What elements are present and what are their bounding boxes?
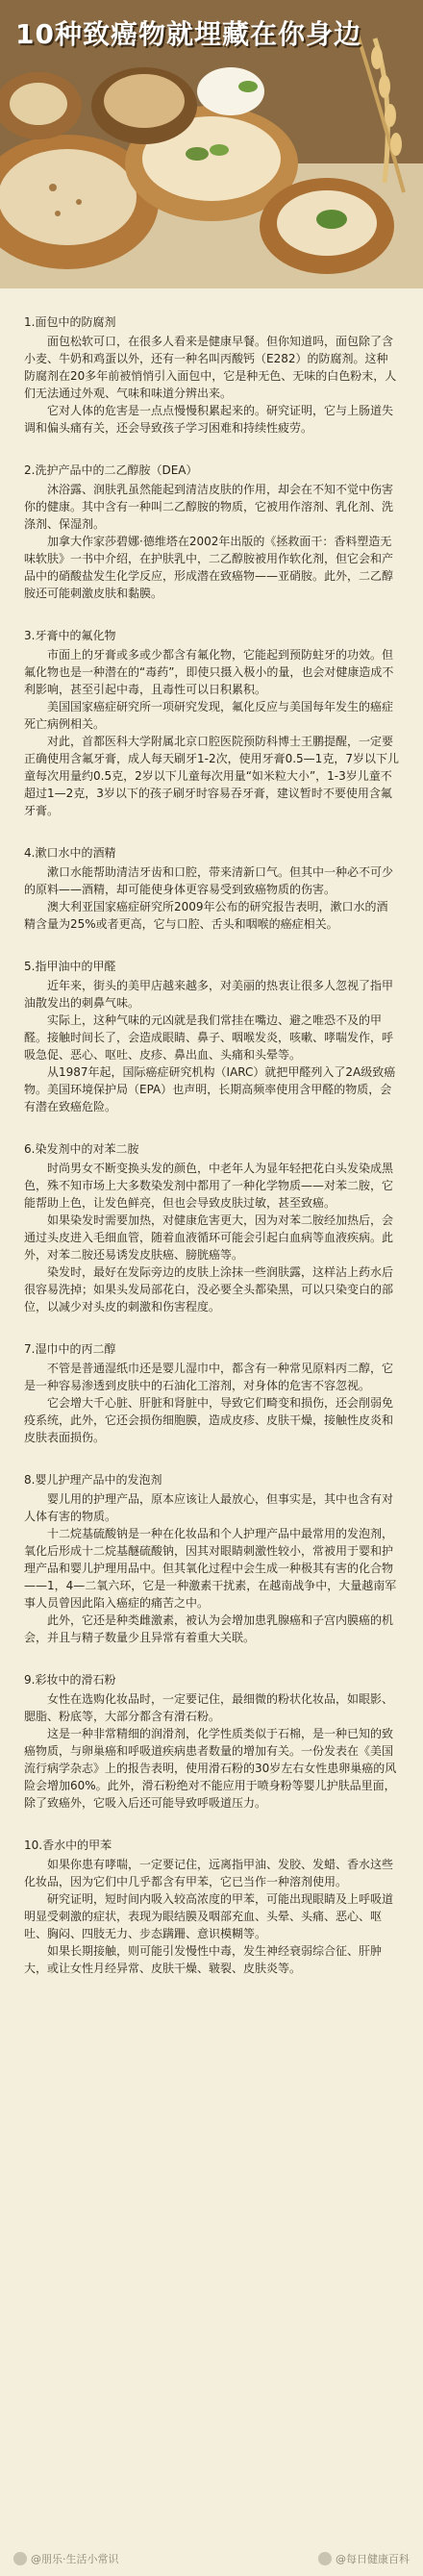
article-section bbox=[24, 1471, 399, 1646]
section-paragraph: 对此，首都医科大学附属北京口腔医院预防科博士王鹏提醒，一定要正确使用含氟牙膏，成人每天刷牙1-2次，使用牙膏0.5—1克，7岁以下儿童每次用量约0.5克，2岁以下儿童每次用量“如米粒大小”，1-3岁儿童不超过1—2克，3岁以下的孩子刷牙时容易吞牙膏，建议暂时不要使用含氟牙膏。 bbox=[24, 735, 399, 817]
article-body bbox=[24, 288, 399, 1977]
article-section bbox=[24, 844, 399, 933]
hero-banner bbox=[0, 0, 423, 288]
section-paragraph: 女性在选购化妆品时，一定要记住，最细微的粉状化妆品，如眼影、腮脂、粉底等，大部分都含有滑石粉。 bbox=[24, 1692, 394, 1723]
section-paragraph: 美国国家癌症研究所一项研究发现，氟化反应与美国每年发生的癌症死亡病例相关。 bbox=[24, 700, 394, 731]
section-paragraph: 实际上，这种气味的元凶就是我们常挂在嘴边、避之唯恐不及的甲醛。接触时间长了，会造成眼睛、鼻子、咽喉发炎，咳嗽、哮喘发作，呼吸急促、恶心、呕吐、皮疹、鼻出血、头痛和头晕等。 bbox=[24, 1013, 394, 1062]
section-heading: 6.染发剂中的对苯二胺 bbox=[24, 1142, 139, 1156]
section-paragraph: 婴儿用的护理产品，原本应该让人最放心，但事实是，其中也含有对人体有害的物质。 bbox=[24, 1492, 394, 1523]
section-paragraph: 它会增大千心脏、肝脏和肾脏中，导致它们畸变和损伤，还会削弱免疫系统，此外，它还会损伤细胞膜，造成皮疹、皮肤干燥，接触性皮炎和皮肤表面损伤。 bbox=[24, 1396, 394, 1444]
section-heading: 2.洗护产品中的二乙醇胺（DEA） bbox=[24, 463, 198, 477]
weibo-icon bbox=[318, 2552, 332, 2565]
section-heading: 10.香水中的甲苯 bbox=[24, 1838, 112, 1852]
section-paragraph: 从1987年起，国际癌症研究机构（IARC）就把甲醛列入了2A级致癌物。美国环境保护局（EPA）也声明，长期高频率使用含甲醛的物质，会有潜在致癌危险。 bbox=[24, 1065, 396, 1113]
article-section bbox=[24, 313, 399, 437]
section-paragraph: 研究证明，短时间内吸入较高浓度的甲苯，可能出现眼睛及上呼吸道明显受刺激的症状，表现为眼结膜及咽部充血、头晕、头痛、恶心、呕吐、胸闷、四肢无力、步态蹒跚、意识模糊等。 bbox=[24, 1892, 394, 1940]
section-paragraph: 漱口水能帮助清洁牙齿和口腔，带来清新口气。但其中一种必不可少的原料——酒精，却可能使身体更容易受到致癌物质的伤害。 bbox=[24, 865, 394, 896]
article-section bbox=[24, 462, 399, 602]
article-section bbox=[24, 1340, 399, 1446]
section-paragraph: 不管是普通湿纸巾还是婴儿湿巾中，都含有一种常见原料丙二醇，它是一种容易渗透到皮肤中的石油化工溶剂，对身体的危害不容忽视。 bbox=[24, 1362, 394, 1392]
weibo-icon bbox=[13, 2552, 27, 2565]
article-section bbox=[24, 1837, 399, 1977]
section-paragraph: 十二烷基硫酸钠是一种在化妆品和个人护理产品中最常用的发泡剂，氧化后形成十二烷基醚硫酸钠，因其对眼睛刺激性较小，常被用于婴和护理产品和婴儿护理用品中。但其氧化过程中会生成一种极其有害的化合物——1，4—二氧六环，它是一种激素干扰素，在越南战争中，大量越南军事人员曾因此陷入癌症的痛苦之中。 bbox=[24, 1527, 397, 1610]
section-heading: 7.湿巾中的丙二醇 bbox=[24, 1342, 116, 1356]
watermark-left bbox=[13, 2551, 119, 2566]
section-paragraph: 面包松软可口，在很多人看来是健康早餐。但你知道吗，面包除了含小麦、牛奶和鸡蛋以外，还有一种名叫丙酸钙（E282）的防腐剂。这种防腐剂在20多年前被悄悄引入面包中，它是种无色、无味的白色粉末，人们无法通过外观、气味和味道分辨出来。 bbox=[24, 335, 397, 400]
section-heading: 8.婴儿护理产品中的发泡剂 bbox=[24, 1473, 162, 1487]
section-paragraph: 如果长期接触，则可能引发慢性中毒，发生神经衰弱综合征、肝肿大，或让女性月经异常、皮肤干燥、皲裂、皮肤炎等。 bbox=[24, 1944, 383, 1975]
watermark-right bbox=[318, 2551, 410, 2566]
section-paragraph: 此外，它还是种类雌激素，被认为会增加患乳腺癌和子宫内膜癌的机会，并且与精子数量少且异常有着重大关联。 bbox=[24, 1613, 394, 1644]
section-paragraph: 加拿大作家莎碧娜·德维塔在2002年出版的《拯救面干：香料塑造无味软肤》一书中介绍，在护肤乳中，二乙醇胺被用作软化剂，但它会和产品中的硝酸盐发生化学反应，形成潜在致癌物——亚硝胺。此外，二乙醇胺还可能刺激皮肤和黏膜。 bbox=[24, 535, 394, 600]
page-title: 10种致癌物就埋藏在你身边 bbox=[15, 18, 361, 50]
section-heading: 1.面包中的防腐剂 bbox=[24, 315, 116, 329]
watermark-left-text: @朋乐·生活小常识 bbox=[31, 2553, 119, 2565]
section-paragraph: 这是一种非常精细的润滑剂，化学性质类似于石棉，是一种已知的致癌物质，与卵巢癌和呼吸道疾病患者数量的增加有关。一份发表在《美国流行病学杂志》上的报告表明，使用滑石粉的30岁左右女性患卵巢癌的风险会增加60%。此外，滑石粉绝对不能应用于喷身粉等婴儿护肤品里面，除了致癌外，它吸入后还可能导致呼吸道压力。 bbox=[24, 1727, 397, 1810]
article-section bbox=[24, 627, 399, 819]
section-paragraph: 染发时，最好在发际旁边的皮肤上涂抹一些润肤露，这样沾上药水后很容易洗掉；如果头发局部花白，没必要全头都染黑，可以只染变白的部位，以减少对头皮的刺激和伤害程度。 bbox=[24, 1265, 394, 1313]
section-heading: 3.牙膏中的氟化物 bbox=[24, 629, 116, 642]
section-heading: 4.漱口水中的酒精 bbox=[24, 846, 116, 860]
section-paragraph: 如果染发时需要加热，对健康危害更大，因为对苯二胺经加热后，会通过头皮进入毛细血管，随着血液循环可能会引起白血病等血液疾病。此外，对苯二胺还易诱发皮肤癌、膀胱癌等。 bbox=[24, 1213, 394, 1262]
article-section bbox=[24, 958, 399, 1115]
section-paragraph: 它对人体的危害是一点点慢慢积累起来的。研究证明，它与上肠道失调和偏头痛有关，还会导致孩子学习困难和持续性疲劳。 bbox=[24, 404, 394, 435]
section-heading: 9.彩妆中的滑石粉 bbox=[24, 1673, 116, 1687]
section-paragraph: 沐浴露、润肤乳虽然能起到清洁皮肤的作用，却会在不知不觉中伤害你的健康。其中含有一种叫二乙醇胺的物质，它被用作溶剂、乳化剂、洗涤剂、保湿剂。 bbox=[24, 483, 394, 531]
section-paragraph: 市面上的牙膏或多或少都含有氟化物，它能起到预防蛀牙的功效。但氟化物也是一种潜在的“毒药”，即使只摄入极小的量，也会对健康造成不利影响，甚至引起中毒，且毒性可以日积累积。 bbox=[24, 648, 394, 696]
article-section bbox=[24, 1671, 399, 1812]
section-paragraph: 如果你患有哮喘，一定要记住，远离指甲油、发胶、发蜡、香水这些化妆品，因为它们中几乎都含有甲苯，它已当作一种溶剂使用。 bbox=[24, 1858, 394, 1888]
footer-watermarks bbox=[0, 2541, 423, 2576]
article-section bbox=[24, 1140, 399, 1315]
watermark-right-text: @每日健康百科 bbox=[336, 2553, 410, 2565]
section-heading: 5.指甲油中的甲醛 bbox=[24, 960, 116, 973]
section-paragraph: 澳大利亚国家癌症研究所2009年公布的研究报告表明，漱口水的酒精含量为25%或者更高，它与口腔、舌头和咽喉的癌症相关。 bbox=[24, 900, 388, 931]
section-paragraph: 时尚男女不断变换头发的颜色，中老年人为显年轻把花白头发染成黑色，殊不知市场上大多数染发剂中都用了一种化学物质——对苯二胺，它能帮助上色，让发色鲜亮，但也会导致皮肤过敏，甚至致癌。 bbox=[24, 1162, 394, 1210]
section-paragraph: 近年来，街头的美甲店越来越多，对美丽的热衷让很多人忽视了指甲油散发出的刺鼻气味。 bbox=[24, 979, 394, 1010]
